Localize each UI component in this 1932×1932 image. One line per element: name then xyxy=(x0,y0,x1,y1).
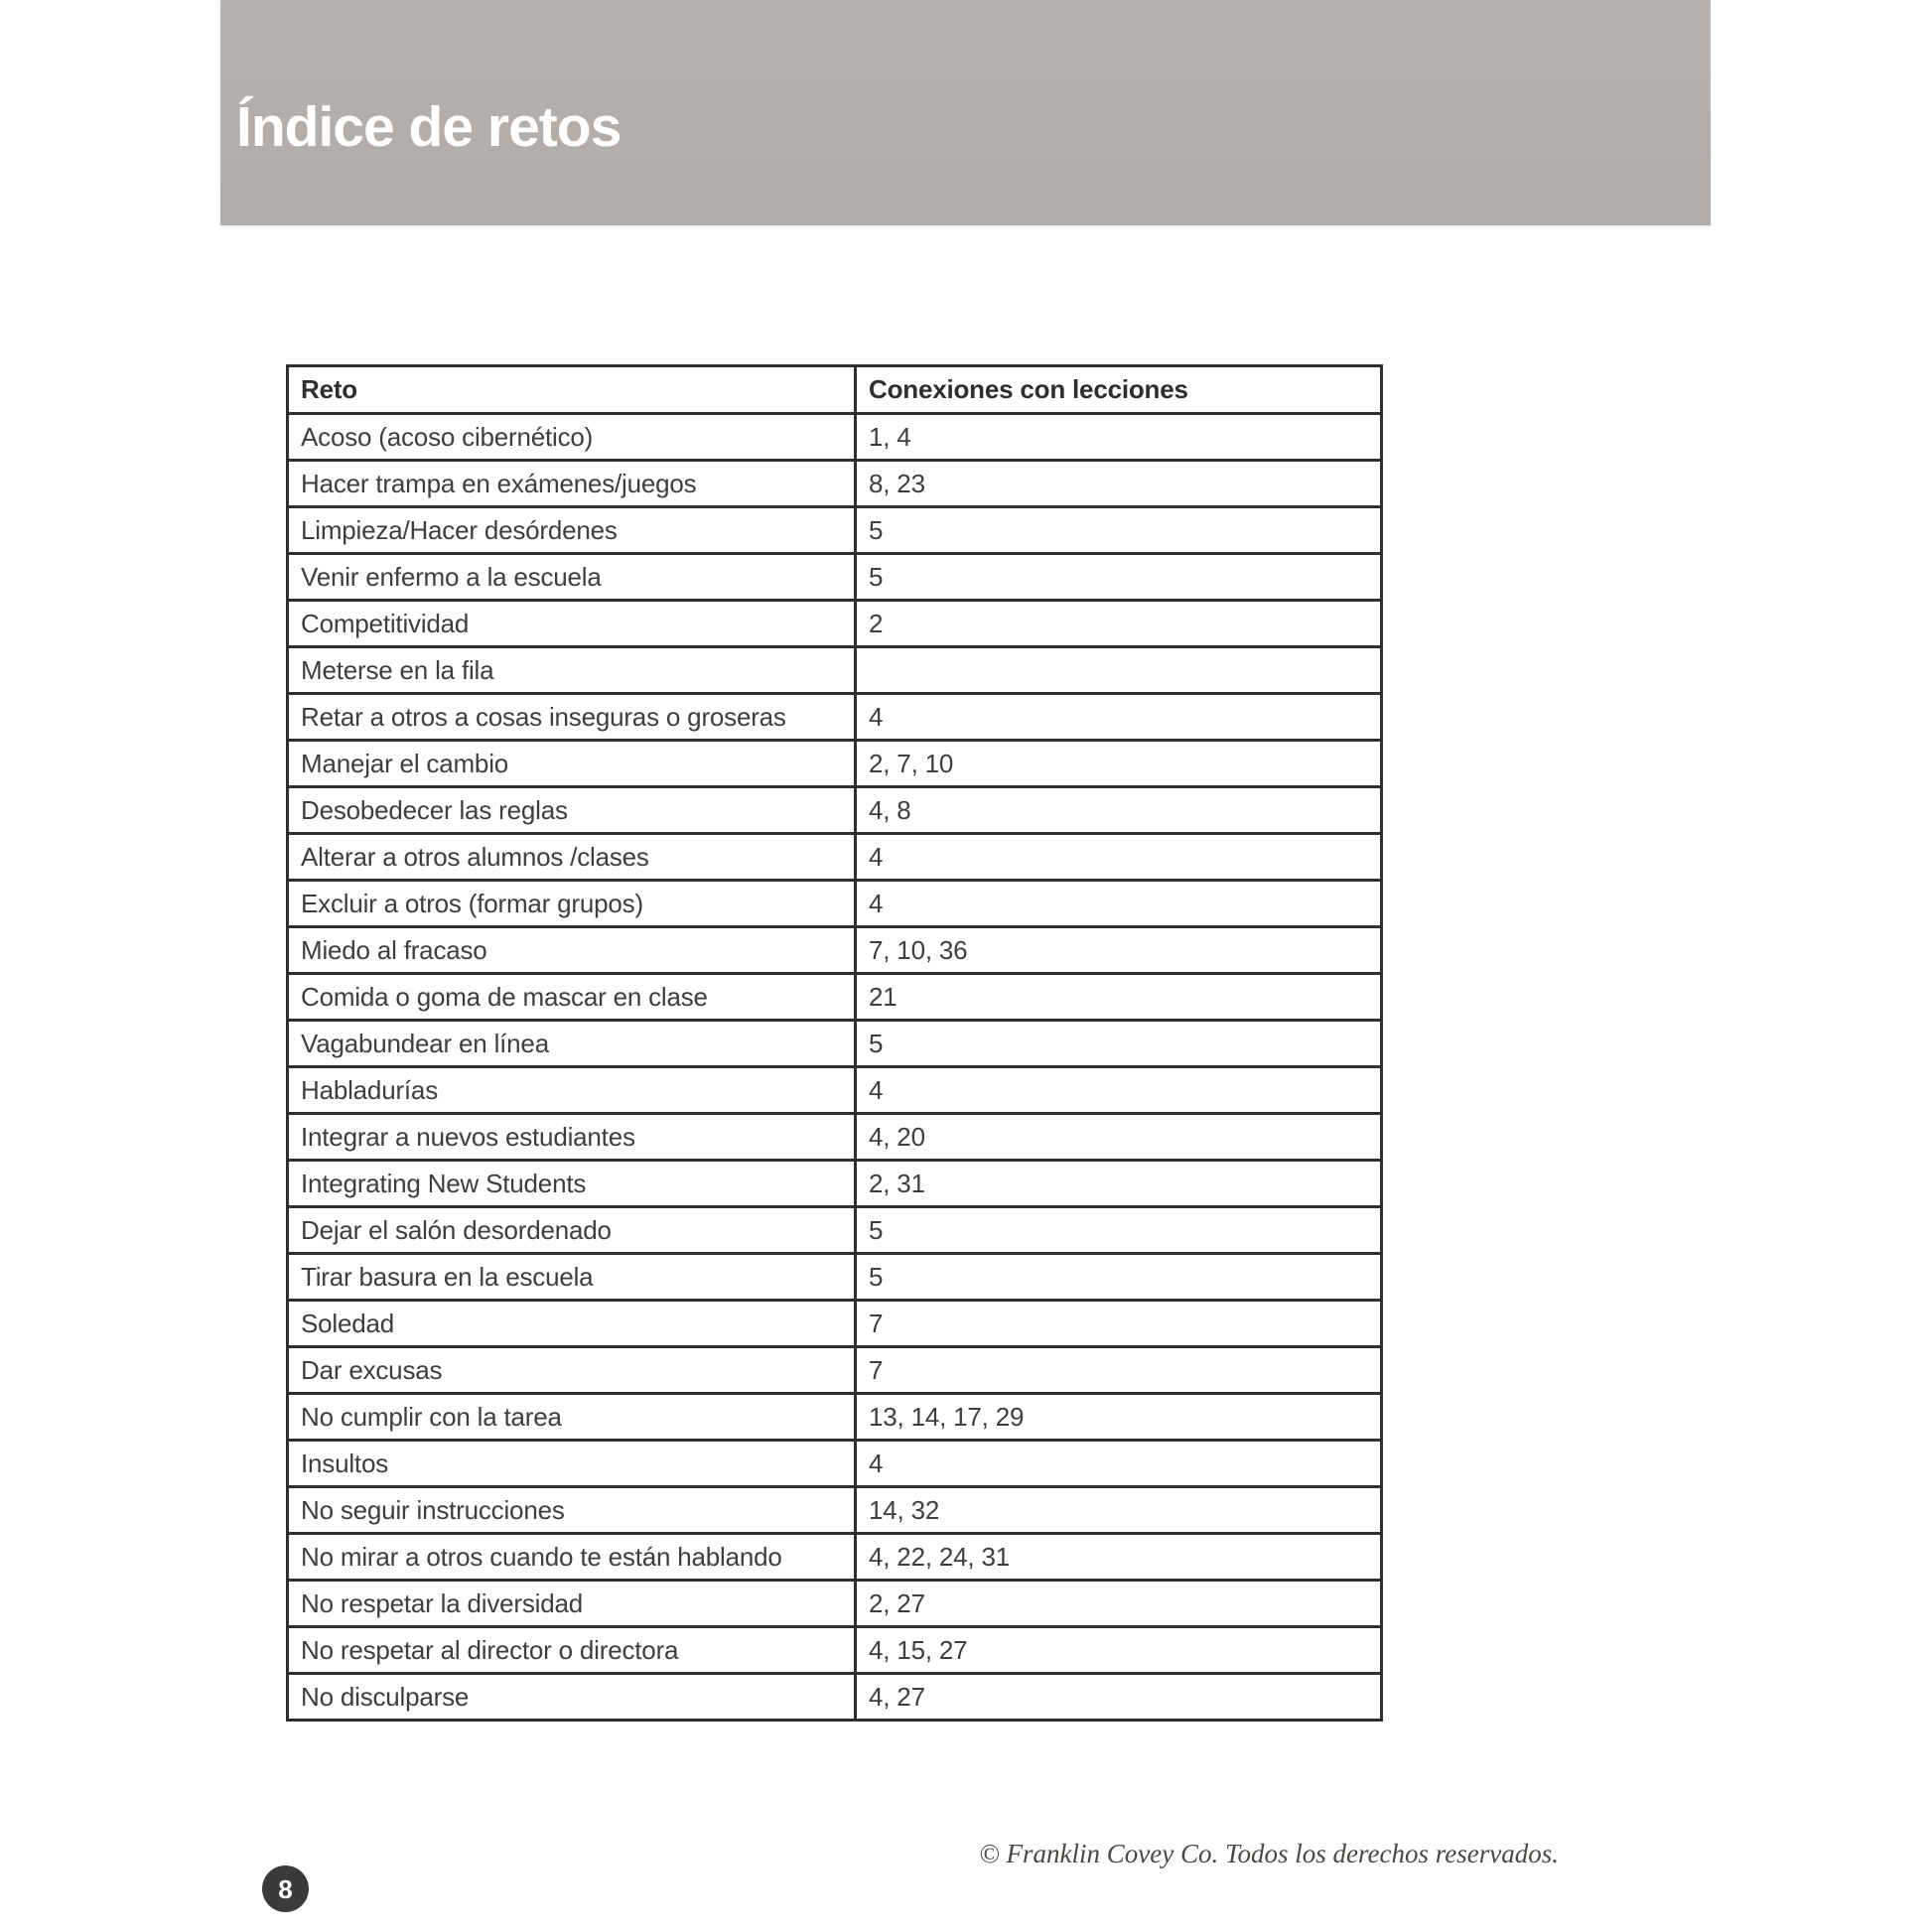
table-row xyxy=(288,1487,1382,1534)
challenge-table-body xyxy=(288,414,1382,1721)
lessons-cell: 21 xyxy=(856,974,1382,1021)
table-row xyxy=(288,1114,1382,1161)
lessons-cell: 4 xyxy=(856,694,1382,741)
challenge-cell: Soledad xyxy=(288,1301,856,1347)
lessons-cell: 4 xyxy=(856,1067,1382,1114)
challenge-index-table xyxy=(286,364,1383,1722)
lessons-cell: 2 xyxy=(856,601,1382,647)
lessons-cell: 5 xyxy=(856,507,1382,554)
challenge-cell: No seguir instrucciones xyxy=(288,1487,856,1534)
challenge-cell: Manejar el cambio xyxy=(288,741,856,787)
lessons-cell: 4, 22, 24, 31 xyxy=(856,1534,1382,1581)
table-row xyxy=(288,1534,1382,1581)
table-row xyxy=(288,1021,1382,1067)
challenge-cell: Integrating New Students xyxy=(288,1161,856,1207)
table-row xyxy=(288,1627,1382,1674)
challenge-cell: Alterar a otros alumnos /clases xyxy=(288,834,856,881)
challenge-cell: Competitividad xyxy=(288,601,856,647)
lessons-cell: 7 xyxy=(856,1347,1382,1394)
copyright-notice: © Franklin Covey Co. Todos los derechos reservados. xyxy=(979,1839,1559,1868)
challenge-cell: Dejar el salón desordenado xyxy=(288,1207,856,1254)
table-row xyxy=(288,1067,1382,1114)
challenge-cell: Meterse en la fila xyxy=(288,647,856,694)
challenge-cell: Acoso (acoso cibernético) xyxy=(288,414,856,461)
lessons-cell: 1, 4 xyxy=(856,414,1382,461)
table-row xyxy=(288,1254,1382,1301)
column-header-reto: Reto xyxy=(288,366,856,414)
table-header-row xyxy=(288,366,1382,414)
lessons-cell: 5 xyxy=(856,1207,1382,1254)
lessons-cell: 4 xyxy=(856,834,1382,881)
table-row xyxy=(288,554,1382,601)
page-title: Índice de retos xyxy=(236,95,621,159)
table-row xyxy=(288,1347,1382,1394)
lessons-cell: 14, 32 xyxy=(856,1487,1382,1534)
table-row xyxy=(288,1441,1382,1487)
table-row xyxy=(288,1207,1382,1254)
table-row xyxy=(288,1394,1382,1441)
challenge-cell: No mirar a otros cuando te están hablando xyxy=(288,1534,856,1581)
lessons-cell: 2, 27 xyxy=(856,1581,1382,1627)
table-row xyxy=(288,1161,1382,1207)
challenge-cell: No respetar la diversidad xyxy=(288,1581,856,1627)
lessons-cell: 2, 7, 10 xyxy=(856,741,1382,787)
table-row xyxy=(288,927,1382,974)
table-row xyxy=(288,834,1382,881)
challenge-cell: Vagabundear en línea xyxy=(288,1021,856,1067)
challenge-cell: Miedo al fracaso xyxy=(288,927,856,974)
challenge-cell: No cumplir con la tarea xyxy=(288,1394,856,1441)
lessons-cell: 5 xyxy=(856,1254,1382,1301)
lessons-cell xyxy=(856,647,1382,694)
table-row xyxy=(288,787,1382,834)
table-row xyxy=(288,414,1382,461)
table-row xyxy=(288,647,1382,694)
table-row xyxy=(288,1581,1382,1627)
table-row xyxy=(288,1674,1382,1721)
lessons-cell: 4, 15, 27 xyxy=(856,1627,1382,1674)
table-row xyxy=(288,461,1382,507)
table-row xyxy=(288,601,1382,647)
challenge-cell: Integrar a nuevos estudiantes xyxy=(288,1114,856,1161)
challenge-cell: No respetar al director o directora xyxy=(288,1627,856,1674)
challenge-cell: No disculparse xyxy=(288,1674,856,1721)
lessons-cell: 2, 31 xyxy=(856,1161,1382,1207)
challenge-cell: Tirar basura en la escuela xyxy=(288,1254,856,1301)
title-banner xyxy=(220,0,1711,225)
challenge-cell: Hacer trampa en exámenes/juegos xyxy=(288,461,856,507)
challenge-cell: Insultos xyxy=(288,1441,856,1487)
challenge-cell: Comida o goma de mascar en clase xyxy=(288,974,856,1021)
column-header-conexiones: Conexiones con lecciones xyxy=(856,366,1382,414)
challenge-cell: Habladurías xyxy=(288,1067,856,1114)
table-row xyxy=(288,1301,1382,1347)
challenge-cell: Dar excusas xyxy=(288,1347,856,1394)
lessons-cell: 5 xyxy=(856,554,1382,601)
challenge-cell: Venir enfermo a la escuela xyxy=(288,554,856,601)
lessons-cell: 4 xyxy=(856,881,1382,927)
page-number: 8 xyxy=(278,1873,293,1904)
table-row xyxy=(288,694,1382,741)
lessons-cell: 4, 8 xyxy=(856,787,1382,834)
table-row xyxy=(288,741,1382,787)
lessons-cell: 13, 14, 17, 29 xyxy=(856,1394,1382,1441)
lessons-cell: 7 xyxy=(856,1301,1382,1347)
lessons-cell: 5 xyxy=(856,1021,1382,1067)
challenge-cell: Desobedecer las reglas xyxy=(288,787,856,834)
lessons-cell: 4, 20 xyxy=(856,1114,1382,1161)
challenge-cell: Limpieza/Hacer desórdenes xyxy=(288,507,856,554)
table-row xyxy=(288,974,1382,1021)
lessons-cell: 4, 27 xyxy=(856,1674,1382,1721)
lessons-cell: 4 xyxy=(856,1441,1382,1487)
challenge-cell: Excluir a otros (formar grupos) xyxy=(288,881,856,927)
lessons-cell: 7, 10, 36 xyxy=(856,927,1382,974)
page-number-badge xyxy=(262,1865,309,1912)
lessons-cell: 8, 23 xyxy=(856,461,1382,507)
table-row xyxy=(288,881,1382,927)
challenge-cell: Retar a otros a cosas inseguras o groseras xyxy=(288,694,856,741)
table-row xyxy=(288,507,1382,554)
